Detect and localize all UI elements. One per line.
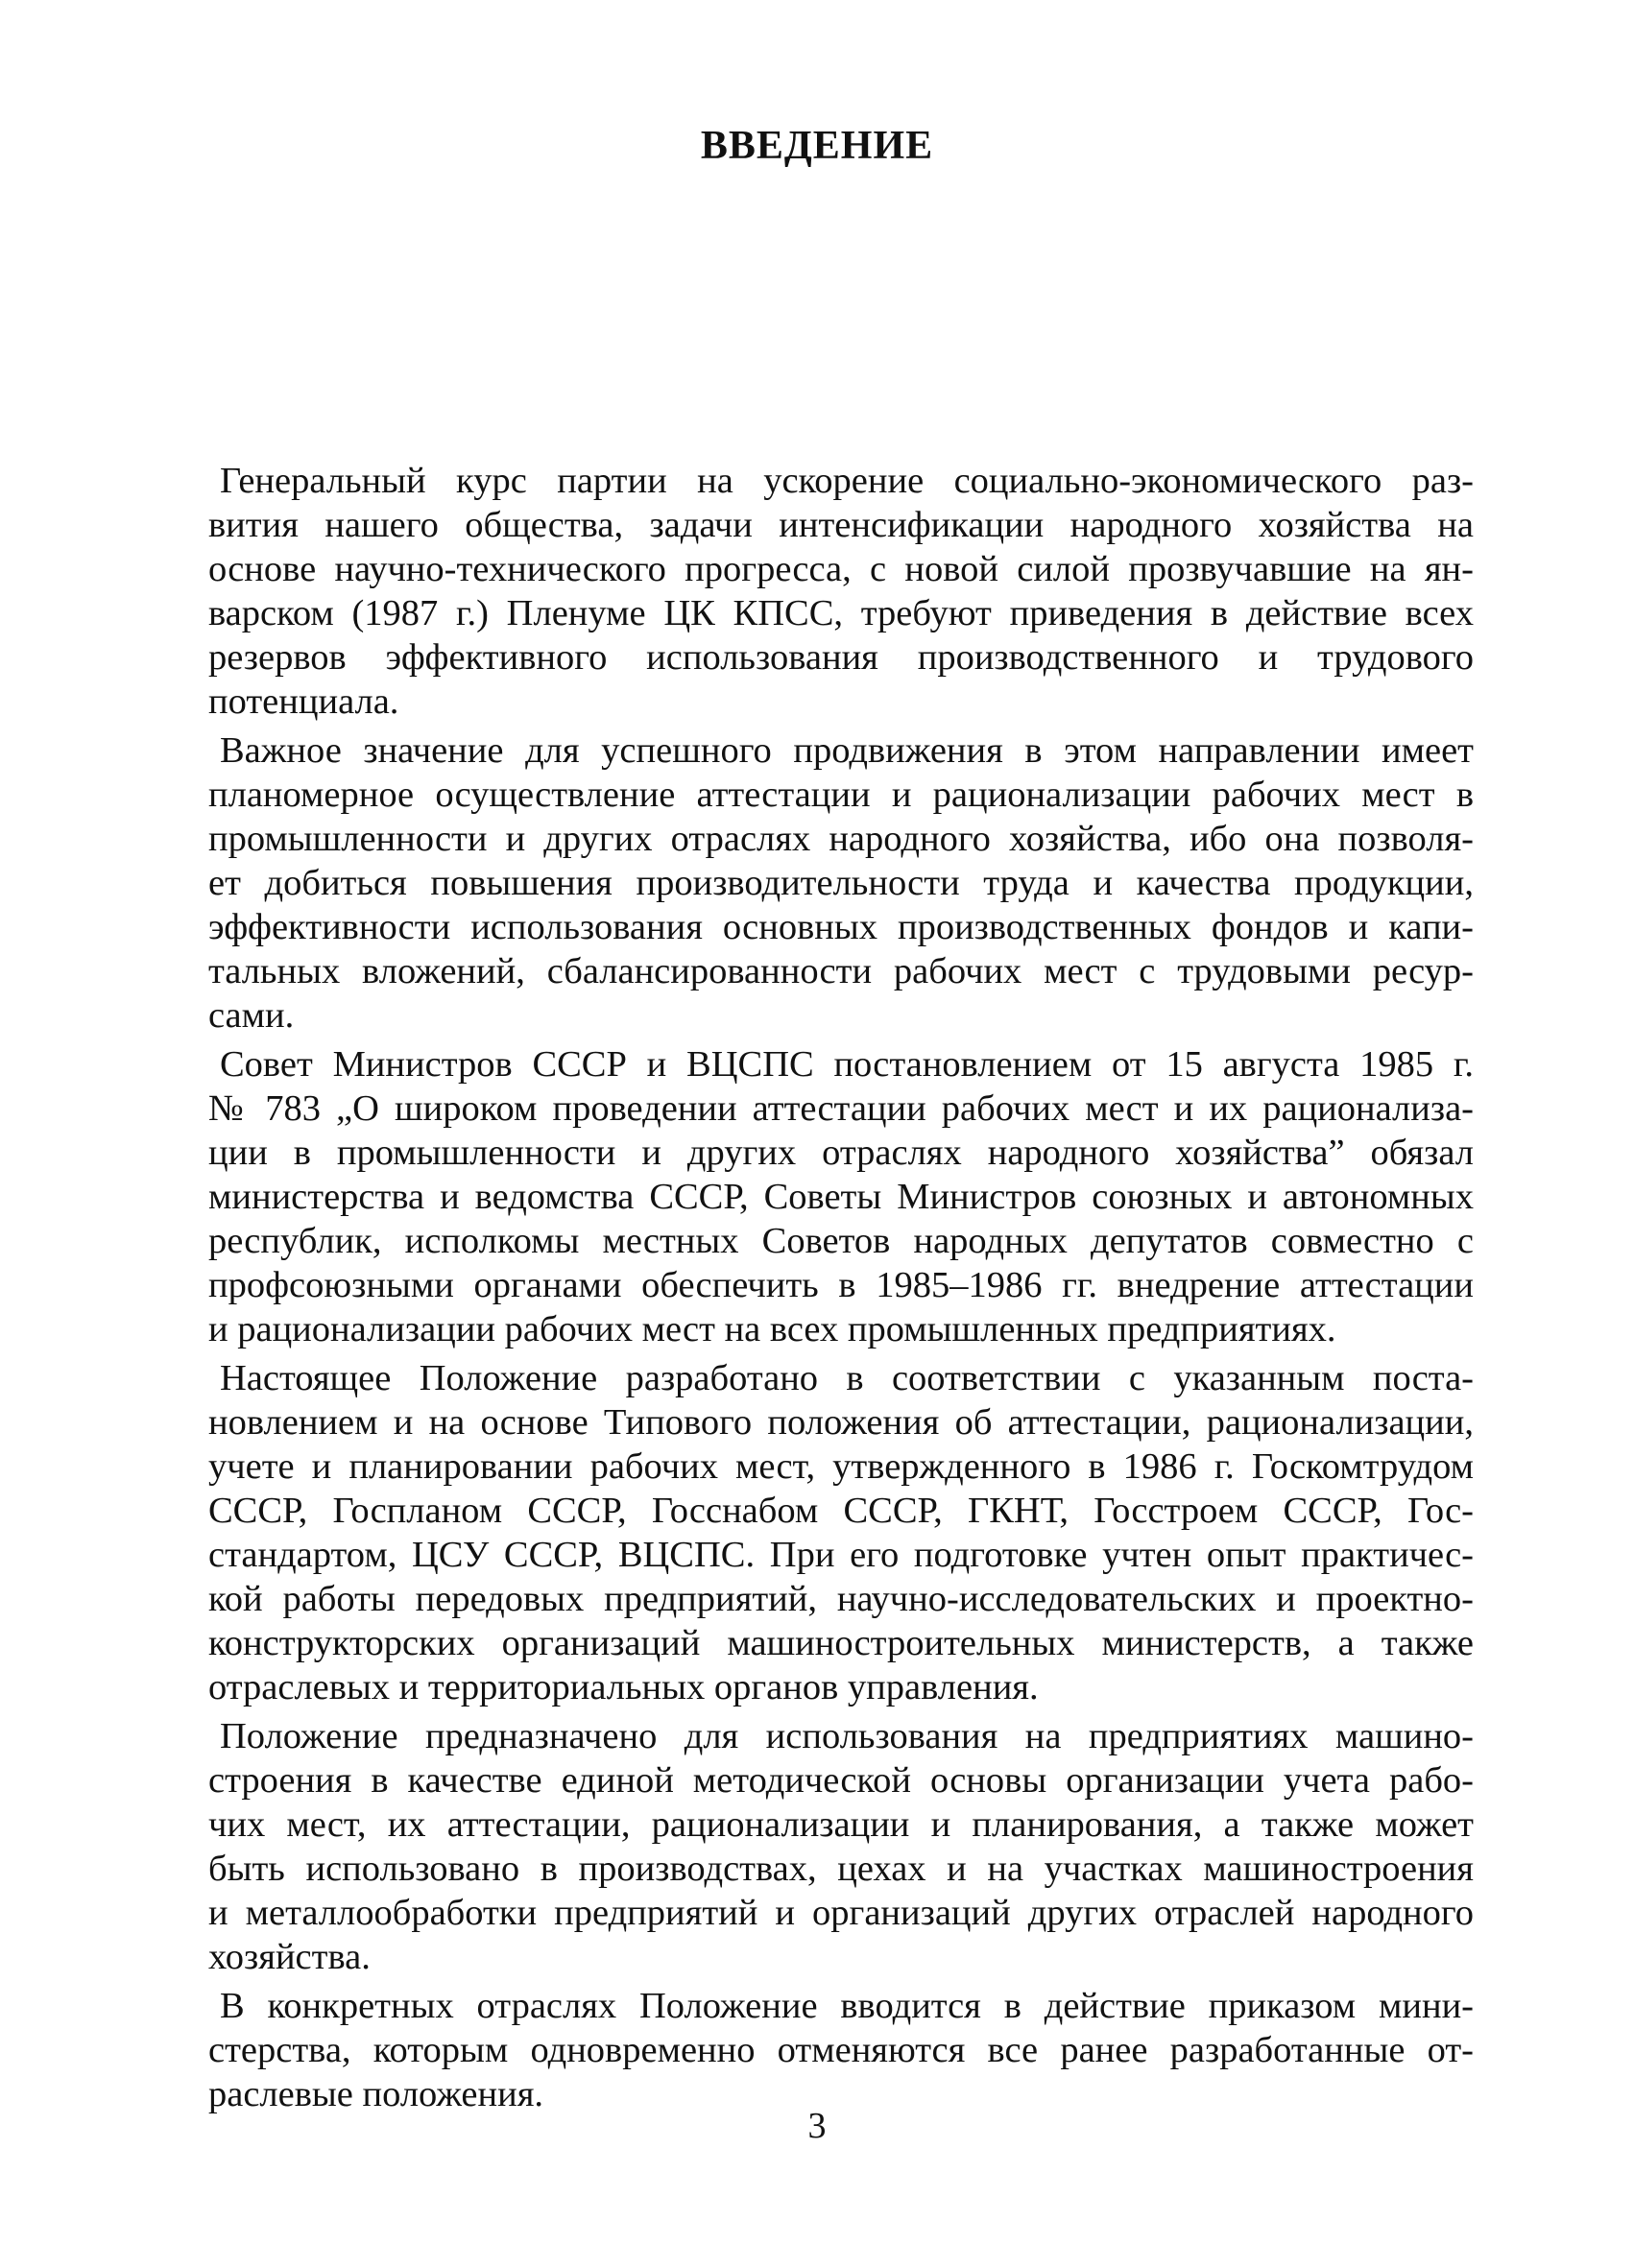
text-line: промышленности и других отраслях народного хозяйства, ибо она позволя- [208, 819, 1474, 859]
text-line: варском (1987 г.) Пленуме ЦК КПСС, требуют приведения в действие всех [208, 593, 1474, 633]
text-line: основе научно-технического прогресса, с новой силой прозвучавшие на ян- [208, 549, 1474, 589]
text-line: кой работы передовых предприятий, научно-исследовательских и проектно- [208, 1579, 1474, 1619]
text-line: Важное значение для успешного продвижения в этом направлении имеет [220, 730, 1474, 771]
text-line: учете и планировании рабочих мест, утвержденного в 1986 г. Госкомтрудом [208, 1446, 1474, 1487]
page-title: ВВЕДЕНИЕ [700, 124, 934, 168]
text-line: Совет Министров СССР и ВЦСПС постановлением от 15 августа 1985 г. [220, 1044, 1474, 1085]
text-line: Положение предназначено для использования на предприятиях машино- [220, 1716, 1474, 1756]
text-line: Генеральный курс партии на ускорение социально-экономического раз- [220, 461, 1474, 501]
text-line: конструкторских организаций машиностроительных министерств, а также [208, 1623, 1474, 1663]
paragraph [197, 1356, 1474, 1709]
text-line: вития нашего общества, задачи интенсификации народного хозяйства на [208, 505, 1474, 545]
text-line: новлением и на основе Типового положения об аттестации, рационализации, [208, 1402, 1474, 1443]
paragraph [197, 1042, 1474, 1351]
text-line: стерства, которым одновременно отменяются все ранее разработанные от- [208, 2030, 1474, 2070]
text-line: хозяйства. [208, 1937, 371, 1977]
text-line: резервов эффективного использования производственного и трудового [208, 637, 1474, 678]
text-line: СССР, Госпланом СССР, Госснабом СССР, ГКНТ, Госстроем СССР, Гос- [208, 1491, 1474, 1531]
text-line: планомерное осуществление аттестации и рационализации рабочих мест в [208, 775, 1474, 815]
text-line: ции в промышленности и других отраслях народного хозяйства” обязал [208, 1133, 1474, 1173]
text-line: быть использовано в производствах, цехах и на участках машиностроения [208, 1849, 1474, 1889]
text-line: В конкретных отраслях Положение вводится в действие приказом мини- [220, 1986, 1474, 2026]
text-line: тальных вложений, сбалансированности рабочих мест с трудовыми ресур- [208, 951, 1474, 991]
text-line: раслевые положения. [208, 2074, 544, 2114]
page-number: 3 [807, 2106, 827, 2146]
text-line: профсоюзными органами обеспечить в 1985–1986 гг. внедрение аттестации [208, 1265, 1474, 1305]
text-line: стандартом, ЦСУ СССР, ВЦСПС. При его подготовке учтен опыт практичес- [208, 1535, 1474, 1575]
text-line: отраслевых и территориальных органов управления. [208, 1667, 1039, 1707]
text-line: чих мест, их аттестации, рационализации и планирования, а также может [208, 1804, 1474, 1845]
text-line: и металлообработки предприятий и организаций других отраслей народного [208, 1893, 1474, 1933]
paragraph [197, 1984, 1474, 2116]
text-line: эффективности использования основных производственных фондов и капи- [208, 907, 1474, 947]
body-text [197, 459, 1474, 2121]
text-line: министерства и ведомства СССР, Советы Министров союзных и автономных [208, 1177, 1474, 1217]
text-line: потенциала. [208, 681, 399, 722]
text-line: № 783 „О широком проведении аттестации рабочих мест и их рационализа- [208, 1088, 1474, 1129]
paragraph [197, 459, 1474, 724]
text-line: и рационализации рабочих мест на всех промышленных предприятиях. [208, 1309, 1336, 1349]
paragraph [197, 1714, 1474, 1979]
text-line: сами. [208, 995, 295, 1036]
text-line: республик, исполкомы местных Советов народных депутатов совместно с [208, 1221, 1474, 1261]
text-line: Настоящее Положение разработано в соответствии с указанным поста- [220, 1358, 1474, 1398]
text-line: ет добиться повышения производительности труда и качества продукции, [208, 863, 1474, 903]
text-line: строения в качестве единой методической основы организации учета рабо- [208, 1760, 1474, 1801]
paragraph [197, 728, 1474, 1038]
